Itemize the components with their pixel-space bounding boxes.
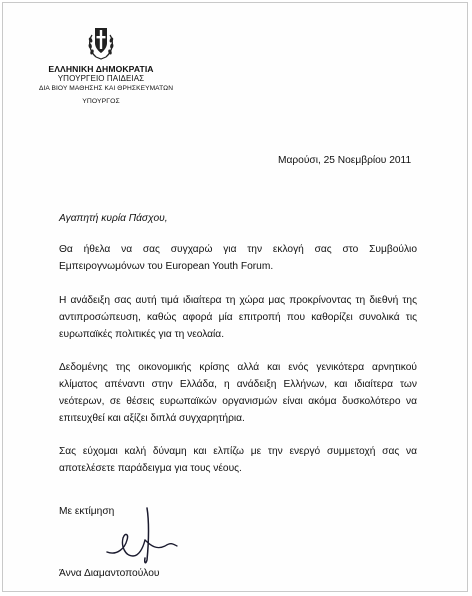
paragraph-context: Δεδομένης της οικονομικής κρίσης αλλά και ενός γενικότερα αρνητικού κλίματος απέναντι στην Ελλάδα, η ανάδειξη Ελλήνων, και ιδιαίτερα των νεότερων, σε θέσεις ευρωπαϊκών οργανισμών είναι ακόμα δυσκολότερο να επιτευχθεί και αξίζει διπλά συγχαρητήρια. [59, 362, 417, 424]
ministry-full-name: ΔΙΑ ΒΙΟΥ ΜΑΘΗΣΗΣ ΚΑΙ ΘΡΗΣΚΕΥΜΑΤΩΝ [39, 85, 174, 92]
office-title: ΥΠΟΥΡΓΟΣ [82, 98, 120, 105]
letter-page [2, 2, 468, 592]
paragraph-wishes: Σας εύχομαι καλή δύναμη και ελπίζω με την ενεργό συμμετοχή σας να αποτελέσετε παράδειγμα για τους νέους. [59, 446, 417, 474]
signer-name: Άννα Διαμαντοπούλου [59, 568, 160, 579]
paragraph-congratulations: Θα ήθελα να σας συγχαρώ για την εκλογή σας στο Συμβούλιο Εμπειρογνωμόνων του European Youth Forum. [59, 244, 417, 272]
country-name: ΕΛΛΗΝΙΚΗ ΔΗΜΟΚΡΑΤΙΑ [48, 64, 154, 74]
handwritten-signature [103, 500, 193, 570]
letter-date: Μαρούσι, 25 Νοεμβρίου 2011 [278, 155, 412, 166]
paragraph-honor: Η ανάδειξη σας αυτή τιμά ιδιαίτερα τη χώρα μας προκρίνοντας τη διεθνή της αντιπροσώπευση, καθώς αφορά μία επιτροπή που καθορίζει συνολικά τις ευρωπαϊκές πολιτικές για τη νεολαία. [59, 295, 417, 340]
letterhead [39, 23, 174, 107]
salutation: Αγαπητή κυρία Πάσχου, [59, 213, 168, 224]
ministry-name: ΥΠΟΥΡΓΕΙΟ ΠΑΙΔΕΙΑΣ [57, 74, 145, 83]
greek-coat-of-arms-icon [86, 23, 116, 61]
closing: Με εκτίμηση [59, 506, 115, 517]
